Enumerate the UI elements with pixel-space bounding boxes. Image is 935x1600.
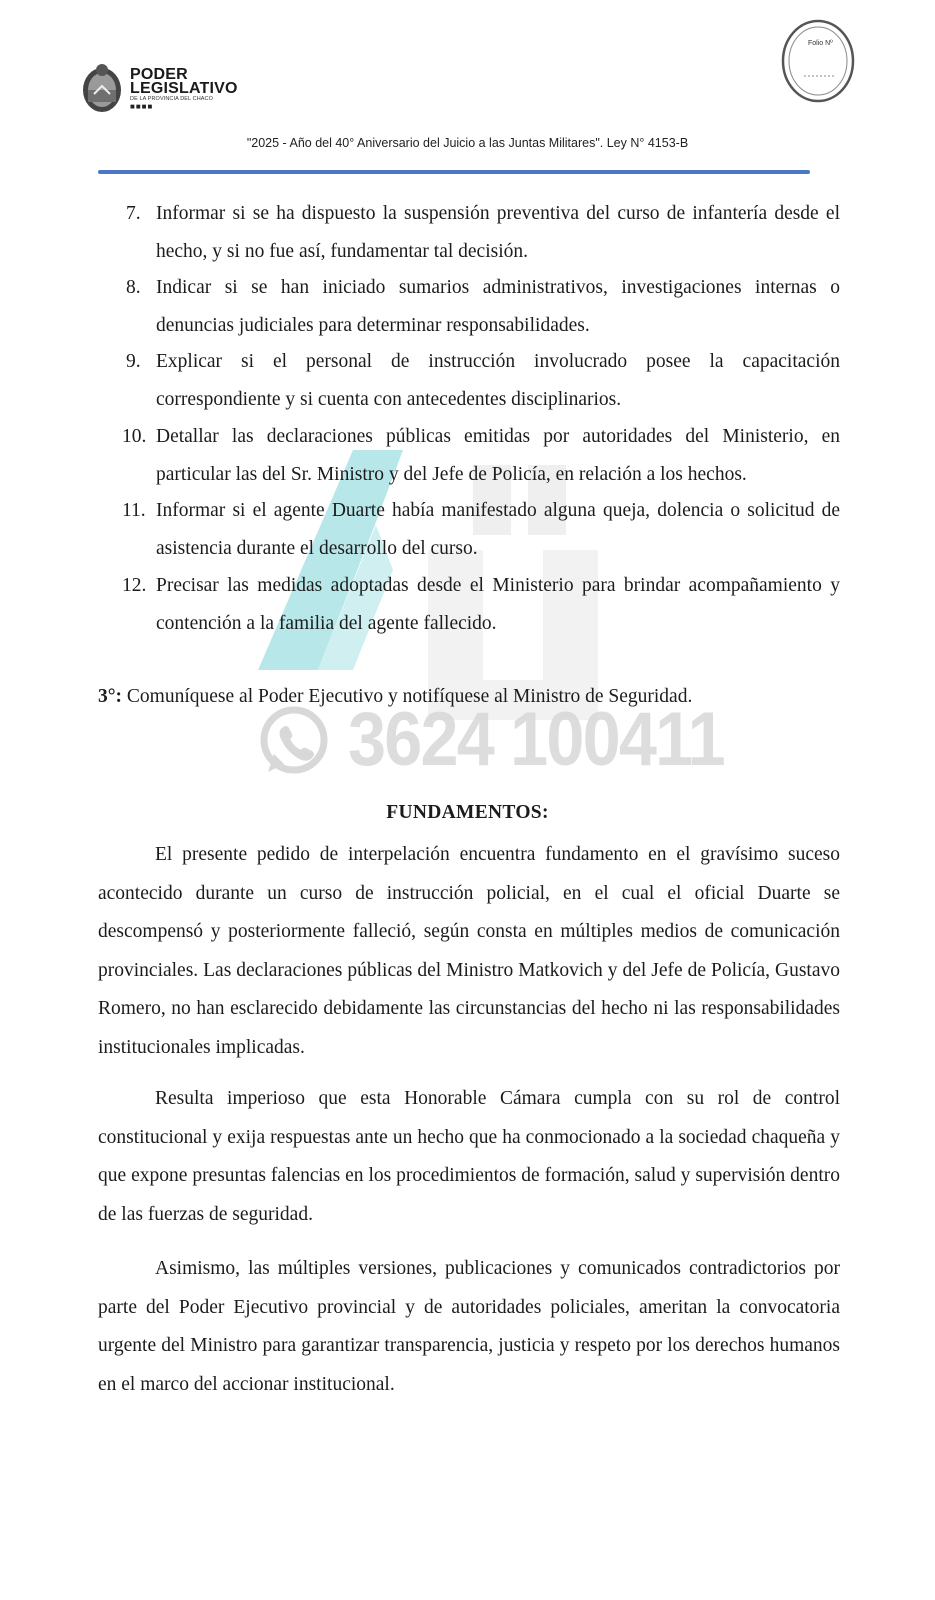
- paragraph: Resulta imperioso que esta Honorable Cámara cumpla con su rol de control constitucional y exija respuestas ante un hecho que ha conmocionado a la sociedad chaqueña y que expone presuntas falencias en los procedimientos de formación, salud y supervisión dentro de las fuerzas de seguridad.: [98, 1088, 840, 1225]
- list-item-text: Explicar si el personal de instrucción involucrado posee la capacitación correspondiente y si cuenta con antecedentes disciplinarios.: [156, 351, 840, 410]
- poder-legislativo-logo: [80, 58, 260, 116]
- logo-subtitle: DE LA PROVINCIA DEL CHACO: [130, 96, 213, 102]
- paragraph: El presente pedido de interpelación encuentra fundamento en el gravísimo suceso acontecido durante un curso de instrucción policial, en el cual el oficial Duarte se descompensó y posteriormente falleció, según consta en múltiples medios de comunicación provinciales. Las declaraciones públicas del Ministro Matkovich y del Jefe de Policía, Gustavo Romero, no han esclarecido debidamente las circunstancias del hecho ni las responsabilidades institucionales implicadas.: [98, 844, 840, 1058]
- list-item-number: 10.: [122, 426, 147, 447]
- list-item-number: 11.: [122, 500, 146, 521]
- list-item: [98, 418, 840, 494]
- coat-of-arms-icon: [80, 58, 124, 116]
- watermark-phone-number: 3624 100411: [348, 697, 724, 782]
- article-text: Comuníquese al Poder Ejecutivo y notifíquese al Ministro de Seguridad.: [122, 686, 693, 707]
- list-item: [98, 269, 840, 345]
- list-item-text: Indicar si se han iniciado sumarios administrativos, investigaciones internas o denuncias judiciales para determinar responsabilidades.: [156, 277, 840, 336]
- list-item-number: 7.: [126, 203, 141, 224]
- list-item-number: 9.: [126, 351, 141, 372]
- article-three: [98, 683, 692, 711]
- list-item: [98, 343, 840, 419]
- logo-title-line1: PODER: [130, 66, 188, 83]
- list-item: [98, 195, 840, 271]
- list-item-number: 12.: [122, 575, 147, 596]
- article-number: 3°:: [98, 686, 123, 707]
- logo-dots: ■■■■: [130, 102, 154, 111]
- folio-label: Folio Nº: [808, 40, 833, 47]
- list-item: [98, 492, 840, 568]
- year-motto: "2025 - Año del 40° Aniversario del Juicio a las Juntas Militares". Ley N° 4153-B: [246, 136, 689, 150]
- list-item-number: 8.: [126, 277, 141, 298]
- paragraph: Asimismo, las múltiples versiones, publicaciones y comunicados contradictorios por parte del Poder Ejecutivo provincial y de autoridades policiales, ameritan la convocatoria urgente del Ministro para garantizar transparencia, justicia y respeto por los derechos humanos en el marco del accionar institucional.: [98, 1258, 840, 1395]
- list-item: [98, 567, 840, 643]
- list-item-text: Precisar las medidas adoptadas desde el Ministerio para brindar acompañamiento y contención a la familia del agente fallecido.: [156, 575, 840, 634]
- list-item-text: Detallar las declaraciones públicas emitidas por autoridades del Ministerio, en particular las del Sr. Ministro y del Jefe de Policía, en relación a los hechos.: [156, 426, 840, 485]
- list-item-text: Informar si se ha dispuesto la suspensión preventiva del curso de infantería desde el hecho, y si no fue así, fundamentar tal decisión.: [156, 203, 840, 262]
- section-heading: FUNDAMENTOS:: [386, 802, 549, 823]
- list-item-text: Informar si el agente Duarte había manifestado alguna queja, dolencia o solicitud de asistencia durante el desarrollo del curso.: [156, 500, 840, 559]
- folio-stamp: [780, 18, 856, 104]
- logo-title-line2: LEGISLATIVO: [130, 80, 238, 97]
- header-divider: [98, 170, 810, 174]
